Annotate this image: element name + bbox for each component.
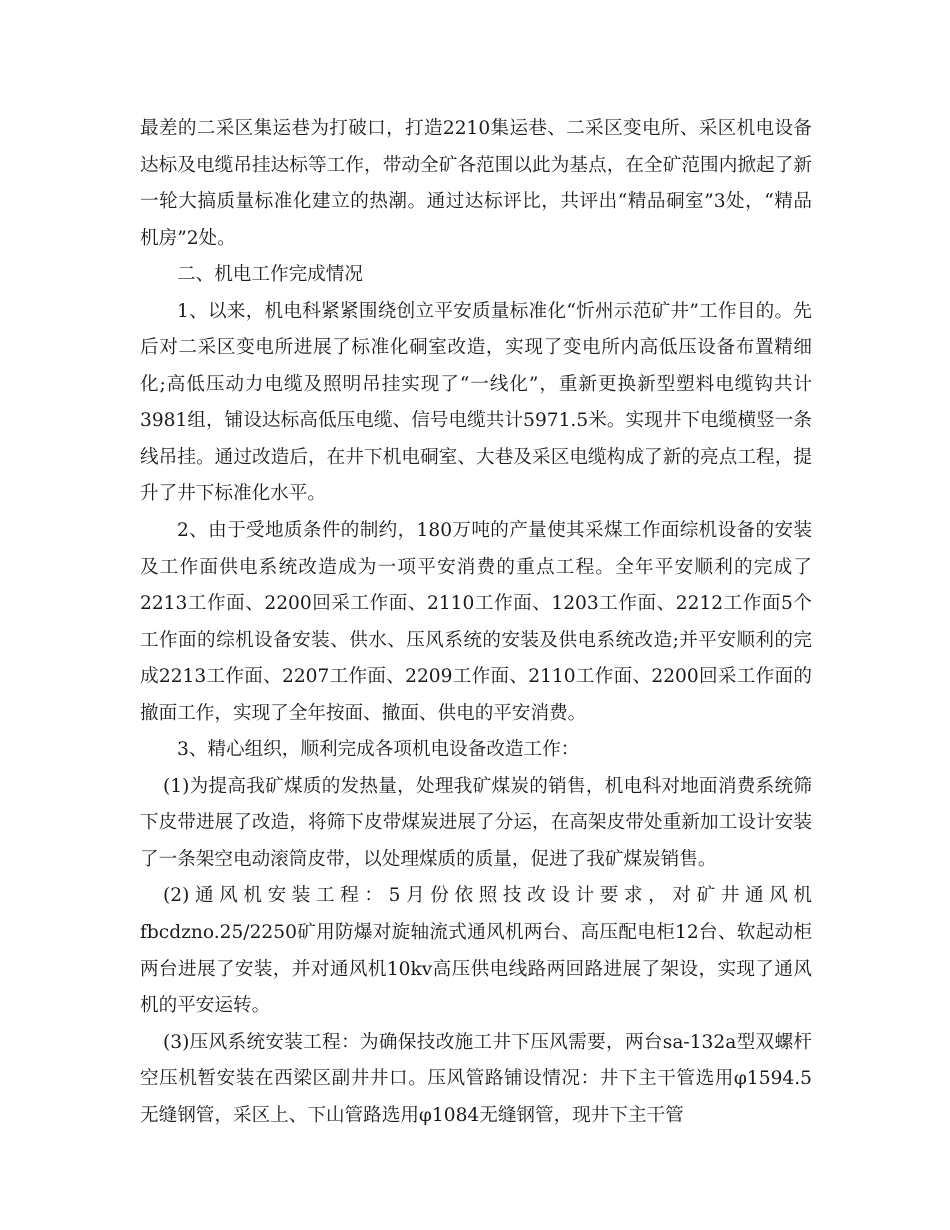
section-heading-electromechanical-work: 二、机电工作完成情况 <box>177 264 363 286</box>
paragraph-item-2-face-equipment-installation: 2、由于受地质条件的制约，180万吨的产量使其采煤工作面综机设备的安装及工作面供电系统改造成为一项平安消费的重点工程。全年平安顺利的完成了2213工作面、2200回采工作面、2110工作面、1203工作面、2212工作面5个工作面的综机设备安装、供水、压风系统的安装及供电系统改造;并平安顺利的完成2213工作面、2207工作面、2209工作面、2110工作面、2200回采工作面的撤面工作，实现了全年按面、撤面、供电的平安消费。 <box>140 520 812 724</box>
document-body <box>140 111 812 1134</box>
paragraph-quality-standard-intro: 最差的二采区集运巷为打破口，打造2210集运巷、二采区变电所、采区机电设备达标及电缆吊挂达标等工作，带动全矿各范围以此为基点，在全矿范围内掀起了新一轮大搞质量标准化建立的热潮。通过达标评比，共评出“精品硐室”3处，“精品机房”2处。 <box>140 118 812 249</box>
paragraph-sub-3-compressed-air-system: (3)压风系统安装工程：为确保技改施工井下压风需要，两台sa-132a型双螺杆空压机暂安装在西梁区副井井口。压风管路铺设情况：井下主干管选用φ1594.5无缝钢管，采区上、下山管路选用φ1084无缝钢管，现井下主干管 <box>140 1031 812 1126</box>
paragraph-sub-2-ventilator-installation: (2)通风机安装工程：5月份依照技改设计要求，对矿井通风机fbcdzno.25/2250矿用防爆对旋轴流式通风机两台、高压配电柜12台、软起动柜两台进展了安装，并对通风机10kv高压供电线路两回路进展了架设，实现了通风机的平安运转。 <box>140 885 812 1017</box>
paragraph-item-1-cable-standardization: 1、以来，机电科紧紧围绕创立平安质量标准化“忻州示范矿井”工作目的。先后对二采区变电所进展了标准化硐室改造，实现了变电所内高低压设备布置精细化;高低压动力电缆及照明吊挂实现了“一线化”，重新更换新型塑料电缆钩共计3981组，铺设达标高低压电缆、信号电缆共计5971.5米。实现井下电缆横竖一条线吊挂。通过改造后，在井下机电硐室、大巷及采区电缆构成了新的亮点工程，提升了井下标准化水平。 <box>140 300 812 505</box>
paragraph-item-3-equipment-renovation: 3、精心组织，顺利完成各项机电设备改造工作： <box>177 739 580 761</box>
paragraph-sub-1-belt-renovation: (1)为提高我矿煤质的发热量，处理我矿煤炭的销售，机电科对地面消费系统筛下皮带进展了改造，将筛下皮带煤炭进展了分运，在高架皮带处重新加工设计安装了一条架空电动滚筒皮带，以处理煤质的质量，促进了我矿煤炭销售。 <box>140 775 812 870</box>
